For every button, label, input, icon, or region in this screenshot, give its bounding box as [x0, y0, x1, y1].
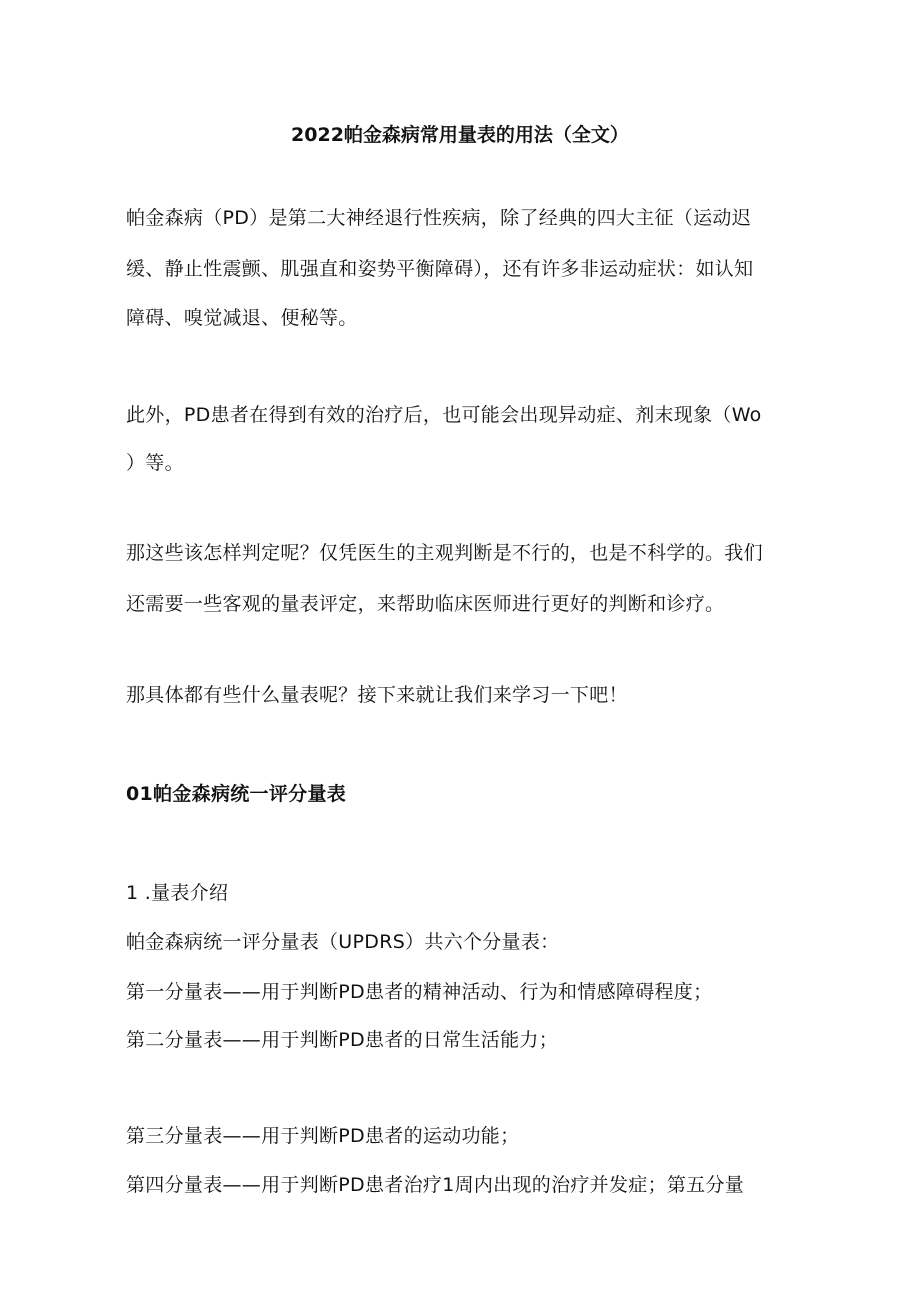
- section1-line-3: 第二分量表——用于判断PD患者的日常生活能力；: [126, 1029, 558, 1051]
- section1-line-5: 第四分量表——用于判断PD患者治疗1周内出现的治疗并发症；第五分量: [126, 1174, 745, 1196]
- para2-line-2: ）等。: [126, 452, 184, 474]
- para3-line-1: 那这些该怎样判定呢？仅凭医生的主观判断是不行的，也是不科学的。我们: [126, 542, 763, 564]
- para4-line: 那具体都有些什么量表呢？接下来就让我们来学习一下吧！: [126, 684, 628, 706]
- para3-line-2: 还需要一些客观的量表评定，来帮助临床医师进行更好的判断和诊疗。: [126, 593, 725, 615]
- section1-line-4: 第三分量表——用于判断PD患者的运动功能；: [126, 1125, 520, 1147]
- section1-subheading: 1 .量表介绍: [126, 882, 229, 904]
- intro-line-2: 缓、静止性震颤、肌强直和姿势平衡障碍），还有许多非运动症状：如认知: [126, 258, 754, 280]
- intro-line-1: 帕金森病（PD）是第二大神经退行性疾病，除了经典的四大主征（运动迟: [126, 207, 751, 229]
- para2-line-1: 此外，PD患者在得到有效的治疗后，也可能会出现异动症、剂末现象（Wo: [126, 404, 762, 426]
- section1-line-2: 第一分量表——用于判断PD患者的精神活动、行为和情感障碍程度；: [126, 981, 713, 1003]
- section1-line-1: 帕金森病统一评分量表（UPDRS）共六个分量表：: [126, 931, 560, 953]
- document-title: 2022帕金森病常用量表的用法（全文）: [291, 124, 629, 146]
- section1-heading: 01帕金森病统一评分量表: [126, 783, 347, 805]
- intro-line-3: 障碍、嗅觉减退、便秘等。: [126, 307, 358, 329]
